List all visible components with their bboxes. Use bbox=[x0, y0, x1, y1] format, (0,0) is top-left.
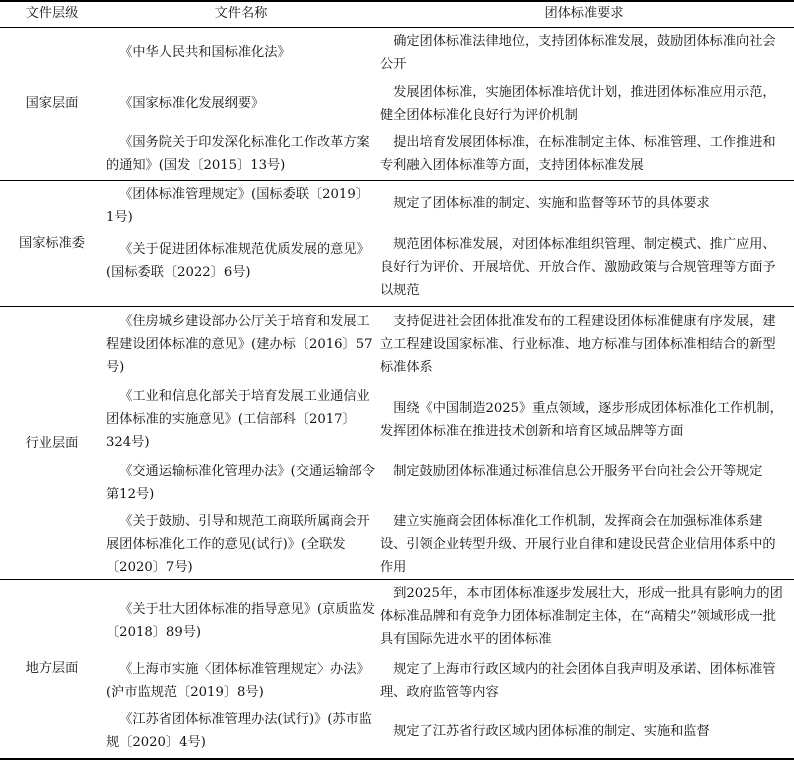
document-requirement: 到2025年，本市团体标准逐步发展壮大，形成一批具有影响力的团体标准品牌和有竞争力团体标准制定主体，在“高精尖”领域形成一批具有国际先进水平的团体标准 bbox=[380, 586, 783, 647]
header-level: 文件层级 bbox=[25, 6, 79, 21]
document-requirement: 确定团体标准法律地位，支持团体标准发展，鼓励团体标准向社会公开 bbox=[380, 34, 776, 72]
document-requirement: 建立实施商会团体标准化工作机制，发挥商会在加强标准体系建设、引领企业转型升级、开展行业自律和建设民营企业信用体系中的作用 bbox=[380, 514, 776, 575]
level-label: 地方层面 bbox=[25, 661, 79, 676]
document-name: 《中华人民共和国标准化法》 bbox=[119, 45, 291, 60]
header-requirement: 团体标准要求 bbox=[544, 6, 624, 21]
document-name: 《关于鼓励、引导和规范工商联所属商会开展团体标准化工作的意见(试行)》(全联发〔2020〕7号) bbox=[106, 514, 370, 575]
header-name: 文件名称 bbox=[214, 6, 268, 21]
table-bottom-rule bbox=[0, 758, 794, 760]
document-name: 《住房城乡建设部办公厅关于培育和发展工程建设团体标准的意见》(建办标〔2016〕57号) bbox=[106, 314, 373, 375]
section-divider bbox=[0, 180, 794, 181]
document-requirement: 围绕《中国制造2025》重点领域，逐步形成团体标准化工作机制，发挥团体标准在推进技术创新和培育区域品牌等方面 bbox=[380, 401, 783, 439]
header-rule bbox=[0, 27, 794, 28]
section-divider bbox=[0, 306, 794, 307]
document-requirement: 规范团体标准发展，对团体标准组织管理、制定模式、推广应用、良好行为评价、开展培优、开放合作、激励政策与合规管理等方面予以规范 bbox=[380, 237, 776, 298]
document-name: 《关于壮大团体标准的指导意见》(京质监发〔2018〕89号) bbox=[106, 602, 375, 640]
document-requirement: 规定了江苏省行政区域内团体标准的制定、实施和监督 bbox=[393, 724, 710, 739]
level-label: 行业层面 bbox=[25, 436, 79, 451]
document-name: 《上海市实施〈团体标准管理规定〉办法》(沪市监规范〔2019〕8号) bbox=[106, 662, 370, 700]
document-requirement: 提出培育发展团体标准，在标准制定主体、标准管理、工作推进和专利融入团体标准等方面，支持团体标准发展 bbox=[380, 135, 776, 173]
document-name: 《交通运输标准化管理办法》(交通运输部令第12号) bbox=[106, 464, 375, 502]
table-top-rule bbox=[0, 0, 794, 2]
document-requirement: 规定了团体标准的制定、实施和监督等环节的具体要求 bbox=[393, 196, 710, 211]
document-name: 《江苏省团体标准管理办法(试行)》(苏市监规〔2020〕4号) bbox=[106, 712, 372, 750]
document-requirement: 规定了上海市行政区域内的社会团体自我声明及承诺、团体标准管理、政府监管等内容 bbox=[380, 662, 776, 700]
document-requirement: 制定鼓励团体标准通过标准信息公开服务平台向社会公开等规定 bbox=[393, 464, 763, 479]
section-divider bbox=[0, 579, 794, 580]
level-label: 国家标准委 bbox=[19, 236, 85, 251]
document-name: 《国务院关于印发深化标准化工作改革方案的通知》(国发〔2015〕13号) bbox=[106, 135, 370, 173]
document-name: 《工业和信息化部关于培育发展工业通信业团体标准的实施意见》(工信部科〔2017〕324号) bbox=[106, 389, 370, 450]
level-label: 国家层面 bbox=[25, 96, 79, 111]
document-name: 《团体标准管理规定》(国标委联〔2019〕1号) bbox=[106, 187, 369, 225]
document-name: 《关于促进团体标准规范优质发展的意见》(国标委联〔2022〕6号) bbox=[106, 242, 370, 280]
document-requirement: 支持促进社会团体批准发布的工程建设团体标准健康有序发展，建立工程建设国家标准、行业标准、地方标准与团体标准相结合的新型标准体系 bbox=[380, 314, 776, 375]
document-name: 《国家标准化发展纲要》 bbox=[119, 96, 265, 111]
document-requirement: 发展团体标准，实施团体标准培优计划，推进团体标准应用示范，健全团体标准化良好行为评价机制 bbox=[380, 85, 776, 123]
